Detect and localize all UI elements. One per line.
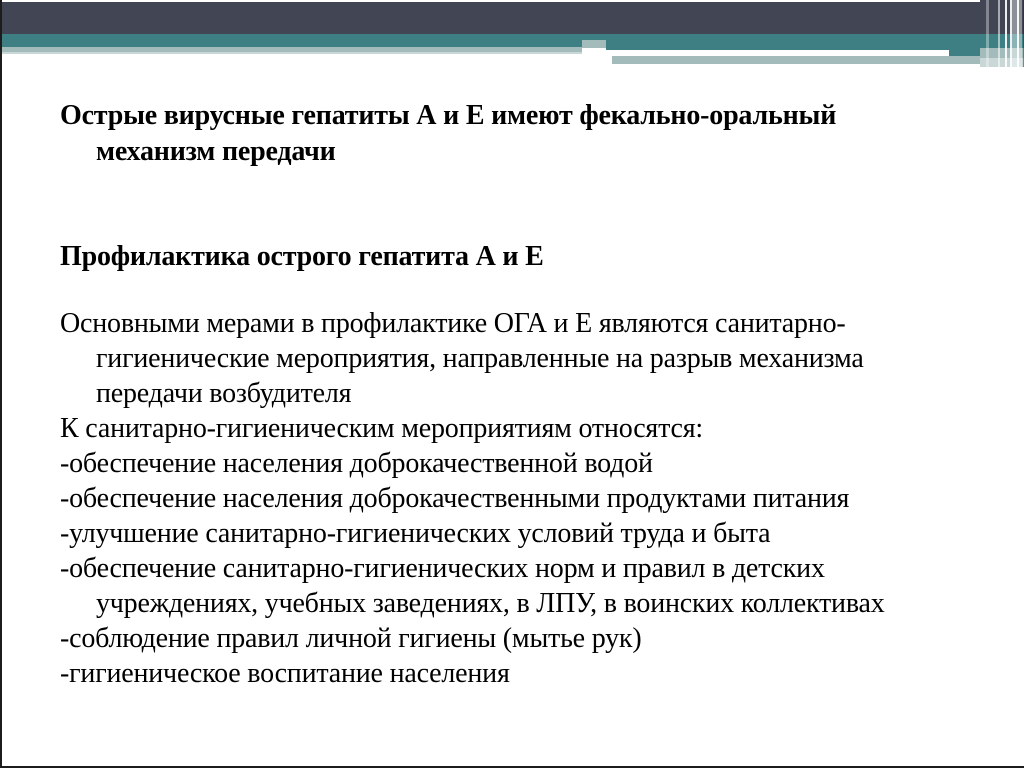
heading-line: Профилактика острого гепатита А и Е xyxy=(60,241,544,272)
body-line: Основными мерами в профилактике ОГА и Е являются санитарно- xyxy=(60,308,846,339)
sage-band xyxy=(612,56,980,64)
teal-bar xyxy=(2,34,980,47)
body-line: К санитарно-гигиеническим мероприятиям относятся: xyxy=(60,413,703,444)
body-line: -соблюдение правил личной гигиены (мытье рук) xyxy=(60,623,642,654)
body-line: -обеспечение населения доброкачественными продуктами питания xyxy=(60,483,850,514)
pale-strip xyxy=(2,52,582,54)
body-line: передачи возбудителя xyxy=(96,378,352,409)
body-line: учреждениях, учебных заведениях, в ЛПУ, в воинских коллективах xyxy=(96,588,885,619)
corner-stripes-decoration xyxy=(980,0,1024,67)
body-line: -гигиеническое воспитание населения xyxy=(60,658,510,689)
teal-corner-block xyxy=(949,47,980,56)
title-line-1: Острые вирусные гепатиты А и Е имеют фекально-оральный xyxy=(60,100,837,131)
slide-title xyxy=(60,98,990,170)
body-line: гигиенические мероприятия, направленные на разрыв механизма xyxy=(96,343,864,374)
top-dark-bar xyxy=(2,2,980,34)
body-line: -обеспечение санитарно-гигиенических норм и правил в детских xyxy=(60,553,825,584)
body-line: -обеспечение населения доброкачественной водой xyxy=(60,448,653,479)
teal-extension-bar xyxy=(606,47,980,50)
sage-accent-block xyxy=(582,40,606,48)
section-heading xyxy=(60,238,990,275)
body-text xyxy=(60,306,990,691)
title-line-2: механизм передачи xyxy=(96,136,336,167)
body-line: -улучшение санитарно-гигиенических условий труда и быта xyxy=(60,518,771,549)
